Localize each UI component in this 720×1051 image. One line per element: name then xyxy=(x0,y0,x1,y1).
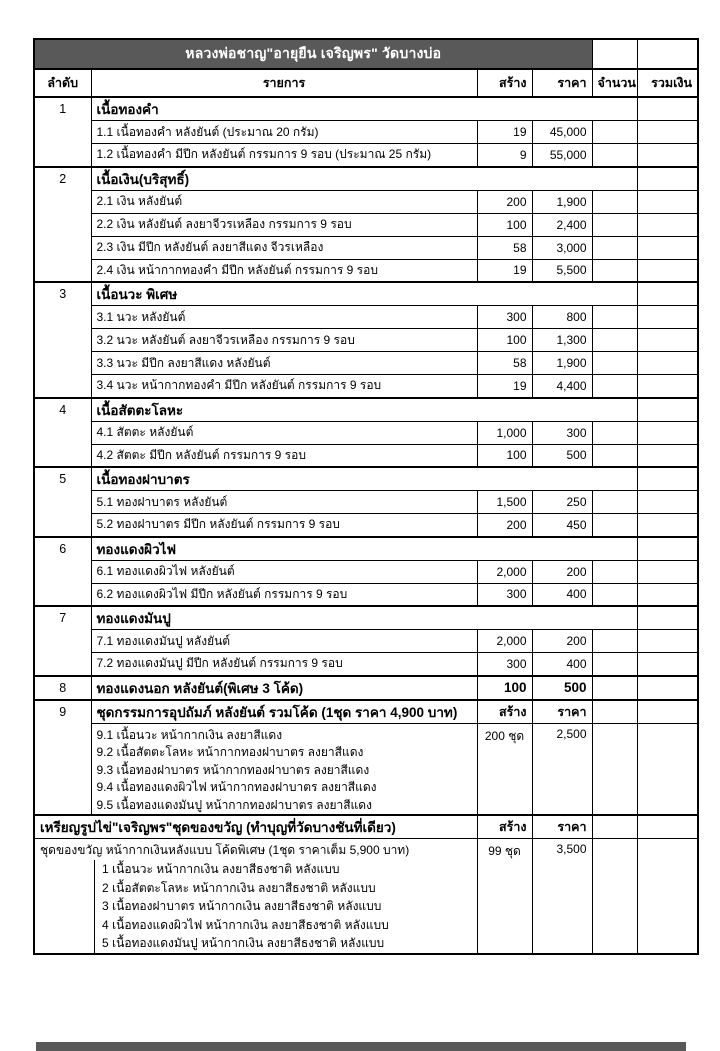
qty-cell xyxy=(592,121,637,144)
total-cell xyxy=(637,167,698,191)
title-row-total-cell xyxy=(637,39,698,69)
qty-cell xyxy=(592,815,637,839)
built-cell: 19 xyxy=(477,375,532,398)
qty-cell xyxy=(592,213,637,236)
title-row-qty-cell xyxy=(592,39,637,69)
qty-cell xyxy=(592,421,637,444)
table-row xyxy=(34,144,698,167)
qty-cell xyxy=(592,630,637,653)
table-row xyxy=(34,653,698,676)
table-row xyxy=(34,491,698,514)
item-label-cell: 5.2 ทองฝาบาตร มีปีก หลังยันต์ กรรมการ 9 รอบ xyxy=(91,514,477,537)
qty-cell xyxy=(592,583,637,606)
order-cell: 6 xyxy=(34,537,91,607)
price-cell: 250 xyxy=(532,491,592,514)
total-cell xyxy=(637,700,698,724)
qty-cell xyxy=(592,352,637,375)
item-label-cell: 3.2 นวะ หลังยันต์ ลงยาจีวรเหลือง กรรมการ 9 รอบ xyxy=(91,329,477,352)
section-row xyxy=(34,398,698,422)
set-line: 9.4 เนื้อทองแดงผิวไฟ หน้ากากทองฝาบาตร ลงยาสีแดง xyxy=(96,780,377,794)
col-header-item: รายการ xyxy=(91,69,477,97)
total-cell xyxy=(637,306,698,329)
total-cell xyxy=(637,583,698,606)
total-cell xyxy=(637,606,698,630)
gift-set-variants xyxy=(94,860,472,953)
price-cell: 3,500 xyxy=(532,839,592,954)
qty-cell xyxy=(592,514,637,537)
built-cell: 1,000 xyxy=(477,421,532,444)
built-cell: 99 ชุด xyxy=(477,839,532,954)
item-label-cell: 3.4 นวะ หน้ากากทองคำ มีปีก หลังยันต์ กรรมการ 9 รอบ xyxy=(91,375,477,398)
price-cell: 800 xyxy=(532,306,592,329)
gift-items-cell xyxy=(34,839,477,954)
total-cell xyxy=(637,630,698,653)
price-cell: 400 xyxy=(532,583,592,606)
built-cell: 9 xyxy=(477,144,532,167)
total-cell xyxy=(637,653,698,676)
total-cell xyxy=(637,839,698,954)
next-page-header-bar-partial xyxy=(36,1042,686,1051)
total-cell xyxy=(637,97,698,121)
total-cell xyxy=(637,398,698,422)
item-label-cell: 7.1 ทองแดงมันปู หลังยันต์ xyxy=(91,630,477,653)
table-row xyxy=(34,421,698,444)
qty-cell xyxy=(592,653,637,676)
total-cell xyxy=(637,421,698,444)
price-cell: 45,000 xyxy=(532,121,592,144)
order-cell: 4 xyxy=(34,398,91,468)
set-line: 9.1 เนื้อนวะ หน้ากากเงิน ลงยาสีแดง xyxy=(96,727,283,742)
table-row xyxy=(34,514,698,537)
price-cell: 300 xyxy=(532,421,592,444)
committee-items-cell xyxy=(91,723,477,815)
total-cell xyxy=(637,282,698,306)
item-label-cell: 3.3 นวะ มีปีก ลงยาสีแดง หลังยันต์ xyxy=(91,352,477,375)
total-cell xyxy=(637,329,698,352)
built-cell: 200 xyxy=(477,190,532,213)
table-title: หลวงพ่อชาญ"อายุยืน เจริญพร" วัดบางบ่อ xyxy=(34,39,592,69)
built-cell: 19 xyxy=(477,259,532,282)
table-row xyxy=(34,306,698,329)
total-cell xyxy=(637,375,698,398)
item-label-cell: 6.2 ทองแดงผิวไฟ มีปีก หลังยันต์ กรรมการ 9 รอบ xyxy=(91,583,477,606)
built-cell: 300 xyxy=(477,583,532,606)
qty-cell xyxy=(592,144,637,167)
item-label-cell: 2.1 เงิน หลังยันต์ xyxy=(91,190,477,213)
price-cell: 1,300 xyxy=(532,329,592,352)
built-cell: 100 xyxy=(477,444,532,467)
price-cell: 55,000 xyxy=(532,144,592,167)
set-line: 1 เนื้อนวะ หน้ากากเงิน ลงยาสีธงชาติ หลังแบบ xyxy=(102,862,340,876)
category-name-cell: ทองแดงมันปู xyxy=(91,606,637,630)
title-row xyxy=(34,39,698,69)
set-line: 5 เนื้อทองแดงมันปู หน้ากากเงิน ลงยาสีธงชาติ หลังแบบ xyxy=(102,936,385,950)
order-cell: 5 xyxy=(34,467,91,537)
order-cell: 1 xyxy=(34,97,91,167)
order-cell: 8 xyxy=(34,676,91,700)
col-header-price: ราคา xyxy=(532,69,592,97)
table-row xyxy=(34,352,698,375)
set-line: 9.3 เนื้อทองฝาบาตร หน้ากากทองฝาบาตร ลงยาสีแดง xyxy=(96,762,370,777)
total-cell xyxy=(637,676,698,700)
price-cell: 4,400 xyxy=(532,375,592,398)
price-cell: 450 xyxy=(532,514,592,537)
qty-cell xyxy=(592,491,637,514)
total-cell xyxy=(637,537,698,561)
set-line: 3 เนื้อทองฝาบาตร หน้ากากเงิน ลงยาสีธงชาติ หลังแบบ xyxy=(102,899,382,913)
built-cell: 300 xyxy=(477,306,532,329)
item-label-cell: 3.1 นวะ หลังยันต์ xyxy=(91,306,477,329)
committee-items-row xyxy=(34,723,698,815)
committee-name-cell: ชุดกรรมการอุปถัมภ์ หลังยันต์ รวมโค้ด (1ชุด ราคา 4,900 บาท) xyxy=(91,700,477,724)
price-table xyxy=(33,38,699,955)
qty-cell xyxy=(592,839,637,954)
section-row xyxy=(34,167,698,191)
total-cell xyxy=(637,190,698,213)
gift-header-cell: เหรียญรูปไข่"เจริญพร"ชุดของขวัญ (ทำบุญที่วัดบางชันที่เดียว) xyxy=(34,815,477,839)
category-name-cell: เนื้อเงิน(บริสุทธิ์) xyxy=(91,167,637,191)
table-row xyxy=(34,375,698,398)
item-label-cell: 1.2 เนื้อทองคำ มีปีก หลังยันต์ กรรมการ 9 รอบ (ประมาณ 25 กรัม) xyxy=(91,144,477,167)
total-cell xyxy=(637,144,698,167)
qty-cell xyxy=(592,700,637,724)
set-line: 2 เนื้อสัตตะโลหะ หน้ากากเงิน ลงยาสีธงชาติ หลังแบบ xyxy=(102,880,376,895)
price-cell: 400 xyxy=(532,653,592,676)
qty-cell xyxy=(592,444,637,467)
total-cell xyxy=(637,444,698,467)
price-cell: 2,500 xyxy=(532,723,592,815)
category-name-cell: เนื้อทองฝาบาตร xyxy=(91,467,637,491)
price-cell: 1,900 xyxy=(532,352,592,375)
total-cell xyxy=(637,560,698,583)
gift-header-row xyxy=(34,815,698,839)
item-label-cell: 4.1 สัตตะ หลังยันต์ xyxy=(91,421,477,444)
category-name-cell: ทองแดงนอก หลังยันต์(พิเศษ 3 โค้ด) xyxy=(91,676,477,700)
qty-cell xyxy=(592,259,637,282)
built-cell: 100 xyxy=(477,213,532,236)
item-label-cell: 6.1 ทองแดงผิวไฟ หลังยันต์ xyxy=(91,560,477,583)
total-cell xyxy=(637,236,698,259)
table-row xyxy=(34,560,698,583)
order-cell: 7 xyxy=(34,606,91,676)
set-line: 9.5 เนื้อทองแดงมันปู หน้ากากทองฝาบาตร ลงยาสีแดง xyxy=(96,797,372,812)
table-row xyxy=(34,630,698,653)
built-cell: 100 xyxy=(477,329,532,352)
section-row xyxy=(34,282,698,306)
total-cell xyxy=(637,213,698,236)
table-row xyxy=(34,236,698,259)
built-cell: 2,000 xyxy=(477,630,532,653)
set-line: 9.2 เนื้อสัตตะโลหะ หน้ากากทองฝาบาตร ลงยาสีแดง xyxy=(96,745,364,759)
section-row xyxy=(34,97,698,121)
table-row xyxy=(34,259,698,282)
set-line: 4 เนื้อทองแดงผิวไฟ หน้ากากเงิน ลงยาสีธงชาติ หลังแบบ xyxy=(102,917,389,932)
built-cell: 19 xyxy=(477,121,532,144)
item-label-cell: 2.2 เงิน หลังยันต์ ลงยาจีวรเหลือง กรรมการ 9 รอบ xyxy=(91,213,477,236)
built-cell: 300 xyxy=(477,653,532,676)
section-row xyxy=(34,676,698,700)
price-label-cell: ราคา xyxy=(532,700,592,724)
qty-cell xyxy=(592,236,637,259)
total-cell xyxy=(637,121,698,144)
price-cell: 3,000 xyxy=(532,236,592,259)
built-cell: 100 xyxy=(477,676,532,700)
table-row xyxy=(34,329,698,352)
gift-set-label: ชุดของขวัญ หน้ากากเงินหลังแบบ โค้ดพิเศษ (1ชุด ราคาเต็ม 5,900 บาท) xyxy=(40,843,410,857)
category-name-cell: ทองแดงผิวไฟ xyxy=(91,537,637,561)
price-cell: 2,400 xyxy=(532,213,592,236)
total-cell xyxy=(637,815,698,839)
order-cell: 3 xyxy=(34,282,91,398)
table-row xyxy=(34,121,698,144)
category-name-cell: เนื้อสัตตะโลหะ xyxy=(91,398,637,422)
built-cell: 58 xyxy=(477,352,532,375)
table-row xyxy=(34,213,698,236)
built-label-cell: สร้าง xyxy=(477,815,532,839)
section-row xyxy=(34,606,698,630)
total-cell xyxy=(637,259,698,282)
built-cell: 200 xyxy=(477,514,532,537)
price-cell: 200 xyxy=(532,560,592,583)
order-cell: 9 xyxy=(34,700,91,816)
committee-header-row xyxy=(34,700,698,724)
total-cell xyxy=(637,352,698,375)
section-row xyxy=(34,467,698,491)
total-cell xyxy=(637,467,698,491)
qty-cell xyxy=(592,306,637,329)
column-header-row xyxy=(34,69,698,97)
built-label-cell: สร้าง xyxy=(477,700,532,724)
price-cell: 1,900 xyxy=(532,190,592,213)
table-row xyxy=(34,190,698,213)
col-header-total: รวมเงิน xyxy=(637,69,698,97)
built-cell: 1,500 xyxy=(477,491,532,514)
built-cell: 2,000 xyxy=(477,560,532,583)
qty-cell xyxy=(592,190,637,213)
price-cell: 5,500 xyxy=(532,259,592,282)
category-name-cell: เนื้อทองคำ xyxy=(91,97,637,121)
section-row xyxy=(34,537,698,561)
item-label-cell: 4.2 สัตตะ มีปีก หลังยันต์ กรรมการ 9 รอบ xyxy=(91,444,477,467)
item-label-cell: 1.1 เนื้อทองคำ หลังยันต์ (ประมาณ 20 กรัม) xyxy=(91,121,477,144)
item-label-cell: 7.2 ทองแดงมันปู มีปีก หลังยันต์ กรรมการ 9 รอบ xyxy=(91,653,477,676)
price-label-cell: ราคา xyxy=(532,815,592,839)
price-cell: 500 xyxy=(532,444,592,467)
price-cell: 200 xyxy=(532,630,592,653)
category-name-cell: เนื้อนวะ พิเศษ xyxy=(91,282,637,306)
table-row xyxy=(34,444,698,467)
total-cell xyxy=(637,514,698,537)
qty-cell xyxy=(592,560,637,583)
qty-cell xyxy=(592,375,637,398)
total-cell xyxy=(637,723,698,815)
col-header-qty: จำนวน xyxy=(592,69,637,97)
order-cell: 2 xyxy=(34,167,91,283)
price-cell: 500 xyxy=(532,676,592,700)
item-label-cell: 2.3 เงิน มีปีก หลังยันต์ ลงยาสีแดง จีวรเหลือง xyxy=(91,236,477,259)
table-row xyxy=(34,583,698,606)
item-label-cell: 5.1 ทองฝาบาตร หลังยันต์ xyxy=(91,491,477,514)
qty-cell xyxy=(592,329,637,352)
built-cell: 200 ชุด xyxy=(477,723,532,815)
gift-items-row xyxy=(34,839,698,954)
total-cell xyxy=(637,491,698,514)
col-header-no: ลำดับ xyxy=(34,69,91,97)
col-header-built: สร้าง xyxy=(477,69,532,97)
item-label-cell: 2.4 เงิน หน้ากากทองคำ มีปีก หลังยันต์ กรรมการ 9 รอบ xyxy=(91,259,477,282)
qty-cell xyxy=(592,676,637,700)
built-cell: 58 xyxy=(477,236,532,259)
qty-cell xyxy=(592,723,637,815)
